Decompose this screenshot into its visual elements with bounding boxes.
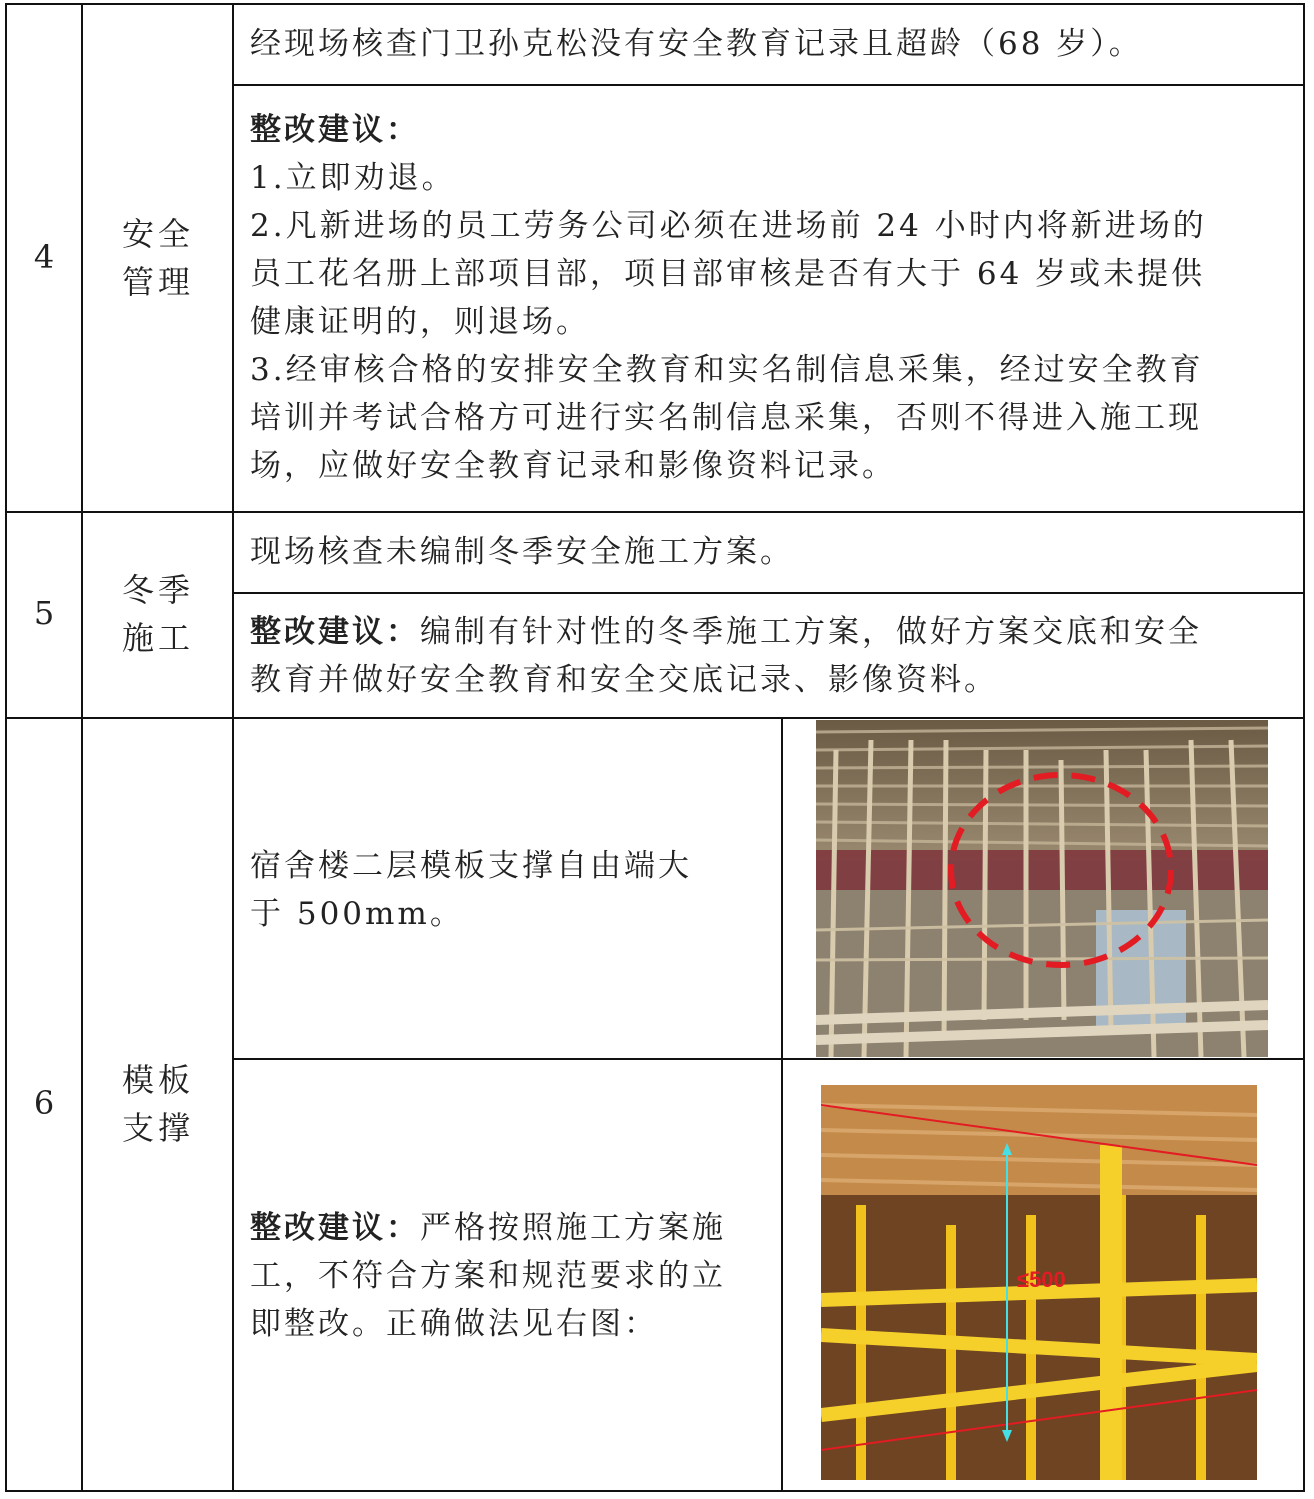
row5-finding: 现场核查未编制冬季安全施工方案。 — [250, 534, 794, 570]
col-divider-photo — [781, 717, 783, 1492]
row4-suggestion-item-2b: 员工花名册上部项目部，项目部审核是否有大于 64 岁或未提供 — [250, 256, 1206, 292]
formwork-problem-photo — [816, 720, 1268, 1057]
row4-finding: 经现场核查门卫孙克松没有安全教育记录且超龄（68 岁）。 — [250, 26, 1143, 62]
row5-number: 5 — [33, 594, 55, 632]
row6-category-line2: 支撑 — [121, 1109, 194, 1147]
row4-suggestion-item-2c: 健康证明的，则退场。 — [250, 304, 590, 340]
row4-suggestion-item-2: 2.凡新进场的员工劳务公司必须在进场前 24 小时内将新进场的 — [250, 208, 1207, 244]
table-border-top — [5, 3, 1305, 5]
row6-suggestion-line2: 工，不符合方案和规范要求的立 — [250, 1258, 726, 1294]
row6-split — [233, 1058, 1305, 1060]
row6-suggestion-label: 整改建议： — [250, 1210, 420, 1246]
row5-suggestion-label: 整改建议： — [250, 614, 420, 650]
row4-number: 4 — [33, 238, 55, 276]
row4-category — [83, 210, 233, 306]
row6-suggestion-line1 — [250, 1204, 726, 1252]
row6-suggestion-line3: 即整改。正确做法见右图： — [250, 1306, 658, 1342]
row4-split — [233, 84, 1305, 86]
row5-category — [83, 566, 233, 662]
row4-suggestion-item-3c: 场，应做好安全教育记录和影像资料记录。 — [250, 448, 896, 484]
row4-suggestion-label: 整改建议： — [250, 112, 420, 148]
row-divider-4-5 — [5, 511, 1305, 513]
table-border-right — [1303, 3, 1305, 1492]
row6-category-line1: 模板 — [121, 1061, 194, 1099]
row6-finding-line1: 宿舍楼二层模板支撑自由端大 — [250, 848, 692, 884]
row6-category — [83, 1056, 233, 1152]
row4-suggestion-item-1: 1.立即劝退。 — [250, 160, 456, 196]
formwork-correct-photo — [821, 1085, 1257, 1480]
row-divider-5-6 — [5, 717, 1305, 719]
row5-suggestion-text-1: 编制有针对性的冬季施工方案，做好方案交底和安全 — [420, 614, 1202, 650]
photo-marker-500: ≤500 — [1017, 1267, 1066, 1292]
table-border-left — [5, 3, 7, 1492]
row5-suggestion-line1 — [250, 608, 1202, 656]
row4-category-line1: 安全 — [121, 215, 194, 253]
row5-split — [233, 592, 1305, 594]
row4-suggestion-item-3: 3.经审核合格的安排安全教育和实名制信息采集，经过安全教育 — [250, 352, 1204, 388]
row4-suggestion-item-3b: 培训并考试合格方可进行实名制信息采集，否则不得进入施工现 — [250, 400, 1202, 436]
row6-finding-line2: 于 500mm。 — [250, 896, 464, 932]
row5-suggestion-line2: 教育并做好安全教育和安全交底记录、影像资料。 — [250, 662, 998, 698]
row5-category-line1: 冬季 — [121, 571, 194, 609]
row4-category-line2: 管理 — [121, 263, 194, 301]
row6-suggestion-text-1: 严格按照施工方案施 — [420, 1210, 726, 1246]
table-border-bottom — [5, 1490, 1305, 1492]
row6-number: 6 — [33, 1084, 55, 1122]
row5-category-line2: 施工 — [121, 619, 194, 657]
